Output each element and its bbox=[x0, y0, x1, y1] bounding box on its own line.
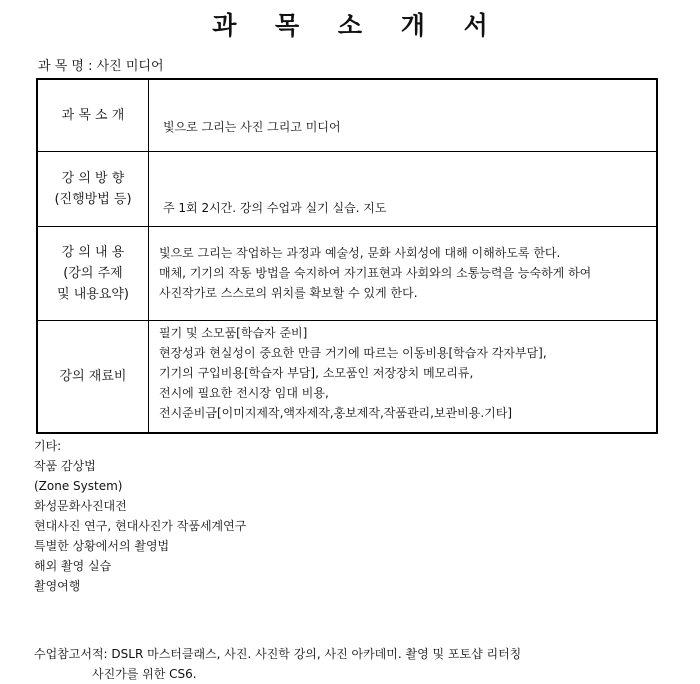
note-line: 촬영여행 bbox=[34, 579, 81, 593]
row-content bbox=[149, 152, 658, 227]
row-label bbox=[37, 321, 149, 434]
row-content bbox=[149, 227, 658, 321]
document-title: 과 목 소 개 서 bbox=[212, 11, 503, 40]
course-name: 과 목 명 : 사진 미디어 bbox=[38, 59, 164, 74]
note-line: 작품 감상법 bbox=[34, 459, 96, 473]
note-line: 현대사진 연구, 현대사진가 작품세계연구 bbox=[34, 519, 247, 533]
note-line: 기타: bbox=[34, 439, 62, 453]
table-row bbox=[37, 79, 657, 152]
row-content-line: 매체, 기기의 작동 방법을 숙지하여 자기표현과 사회와의 소통능력을 능숙하게 하여 bbox=[159, 266, 592, 280]
note-line: 화성문화사진대전 bbox=[34, 499, 127, 513]
note-line: 특별한 상황에서의 촬영법 bbox=[34, 539, 170, 553]
reference-line: 사진가를 위한 CS6. bbox=[92, 667, 197, 681]
row-content-line: 전시준비금[이미지제작,액자제작,홍보제작,작품관리,보관비용.기타] bbox=[159, 406, 513, 420]
row-content-line: 빛으로 그리는 사진 그리고 미디어 bbox=[163, 119, 341, 134]
row-content bbox=[149, 321, 658, 434]
table-row bbox=[37, 152, 657, 227]
table-row bbox=[37, 227, 657, 321]
row-label-line: 강 의 방 향 bbox=[61, 171, 125, 186]
notes-section bbox=[34, 436, 246, 596]
row-label bbox=[37, 227, 149, 321]
row-content-line: 기기의 구입비용[학습자 부담], 소모품인 저장장치 메모리류, bbox=[159, 366, 474, 380]
row-content-line: 전시에 필요한 전시장 임대 비용, bbox=[159, 386, 329, 400]
row-label-line: 과 목 소 개 bbox=[61, 108, 125, 123]
row-label-line: 강의 재료비 bbox=[59, 369, 127, 384]
row-label bbox=[37, 152, 149, 227]
row-content-line: 필기 및 소모품[학습자 준비] bbox=[159, 326, 308, 340]
row-label-line: 강 의 내 용 bbox=[61, 245, 125, 260]
table-row bbox=[37, 321, 657, 434]
row-content-line: 빛으로 그리는 작업하는 과정과 예술성, 문화 사회성에 대해 이해하도록 한다. bbox=[159, 246, 561, 260]
row-label-line: (진행방법 등) bbox=[54, 192, 132, 207]
row-content-line: 현장성과 현실성이 중요한 만큼 거기에 따르는 이동비용[학습자 각자부담], bbox=[159, 346, 547, 360]
row-label-line: 및 내용요약) bbox=[57, 287, 129, 302]
row-content bbox=[149, 79, 658, 152]
references-section bbox=[34, 644, 521, 684]
row-label bbox=[37, 79, 149, 152]
note-line: (Zone System) bbox=[34, 479, 123, 493]
note-line: 해외 촬영 실습 bbox=[34, 559, 112, 573]
row-label-line: (강의 주제 bbox=[63, 266, 123, 281]
row-content-line: 사진작가로 스스로의 위치를 확보할 수 있게 한다. bbox=[159, 286, 418, 300]
reference-line: 수업참고서적: DSLR 마스터클래스, 사진. 사진학 강의, 사진 아카데미. 촬영 및 포토샵 리터칭 bbox=[34, 647, 522, 661]
syllabus-table bbox=[36, 78, 658, 434]
row-content-line: 주 1회 2시간. 강의 수업과 실기 실습. 지도 bbox=[163, 201, 387, 215]
